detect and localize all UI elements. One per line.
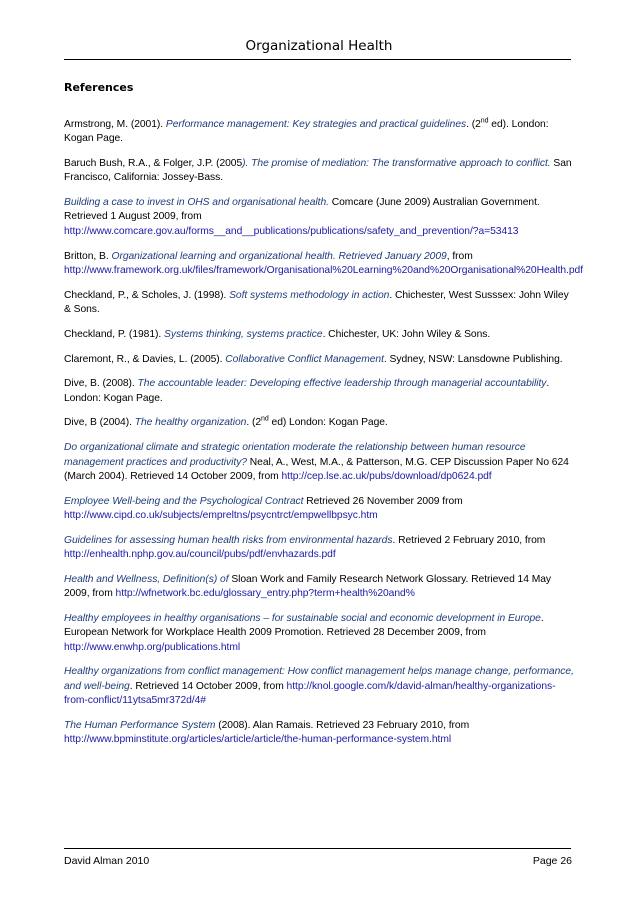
reference-title: The healthy organization [134,417,247,429]
reference-details: . Chichester, West Susssex: John Wiley & Sons. [64,289,569,315]
reference-title: ). The promise of mediation: The transformative approach to conflict. [242,158,551,170]
reference-author: Checkland, P. (1981). [64,328,165,340]
reference-details: Comcare (June 2009) Australian Government. Retrieved 1 August 2009, from [64,197,540,223]
reference-title: Building a case to invest in OHS and organisational health. [64,197,329,209]
reference-entry [64,328,574,342]
reference-entry [64,495,574,524]
reference-author: Dive, B. (2008). [64,378,138,390]
reference-edition-text: . (2 [466,119,481,130]
reference-title: Health and Wellness, Definition(s) of [64,573,229,585]
reference-entry [64,377,574,406]
reference-link[interactable]: http://knol.google.com/k/david-alman/healthy-organizations-from-conflict/11ytsa5mr372d/4# [64,680,556,706]
reference-entry [64,441,574,484]
page-header-title: Organizational Health [245,38,393,54]
reference-author: Claremont, R., & Davies, L. (2005). [64,353,226,365]
reference-entry [64,534,574,563]
reference-link[interactable]: http://wfnetwork.bc.edu/glossary_entry.php?term+health%20and% [115,588,415,600]
reference-details: (2008). Alan Ramais. Retrieved 23 February 2010, from [215,719,470,731]
reference-details: , from [446,250,473,262]
reference-entry [64,353,574,367]
reference-details: Neal, A., West, M.A., & Patterson, M.G. CEP Discussion Paper No 624 (March 2004). Retrieved 14 October 2009, from [64,456,569,482]
reference-entry [64,665,574,708]
header-divider [64,59,571,60]
reference-link[interactable]: http://cep.lse.ac.uk/pubs/download/dp0624.pdf [281,470,492,482]
reference-details: . Retrieved 14 October 2009, from [129,680,287,692]
footer-divider [64,848,571,849]
reference-details: ed) London: Kogan Page. [268,417,388,429]
reference-entry [64,196,574,239]
reference-details: . Sydney, NSW: Lansdowne Publishing. [383,353,563,365]
reference-title: Healthy organizations from conflict management: How conflict management helps manage change, performance, and well-being [64,666,574,692]
reference-title: Systems thinking, systems practice [164,328,323,340]
reference-title: The Human Performance System [64,719,216,731]
reference-entry [64,118,574,147]
edition-superscript: nd [261,416,269,424]
reference-details: . European Network for Workplace Health 2009 Promotion. Retrieved 28 December 2009, from [64,612,544,639]
reference-details: Retrieved 26 November 2009 from [303,495,463,507]
reference-author: Dive, B (2004). [64,417,135,429]
reference-link[interactable]: http://www.framework.org.uk/files/framework/Organisational%20Learning%20and%20Organisational%20Health.pdf [64,264,584,276]
reference-author: Armstrong, M. (2001). [64,119,166,130]
references-list [64,117,584,758]
reference-entry [64,719,574,748]
reference-entry [64,250,584,279]
reference-link[interactable]: http://www.cipd.co.uk/subjects/empreltns/psycntrct/empwellbpsyc.htm [64,509,378,521]
reference-details: . Chichester, UK: John Wiley & Sons. [322,328,491,340]
reference-title: Guidelines for assessing human health risks from environmental hazards [64,534,393,546]
reference-title: Do organizational climate and strategic orientation moderate the relationship between human resource management practices and productivity? [64,442,526,468]
reference-title: Soft systems methodology in action [229,289,390,301]
footer-author: David Alman 2010 [64,855,150,867]
reference-title: Collaborative Conflict Management [225,353,384,365]
reference-title: Employee Well-being and the Psychological Contract [64,495,304,507]
reference-link[interactable]: http://www.comcare.gov.au/forms__and__publications/publications/safety_and_prevention/?a=53413 [64,225,519,237]
reference-details: San Francisco, California: Jossey-Bass. [64,158,572,184]
reference-title: Healthy employees in healthy organisations – for sustainable social and economic development in Europe [64,612,541,624]
reference-details: ed). London: Kogan Page. [64,119,549,145]
reference-entry [64,289,574,318]
reference-link[interactable]: http://www.bpminstitute.org/articles/article/article/the-human-performance-system.html [64,734,452,745]
reference-details: . Retrieved 2 February 2010, from [392,534,546,546]
footer-page-number: Page 26 [532,855,572,867]
reference-link[interactable]: http://www.enwhp.org/publications.html [64,641,241,653]
reference-entry [64,573,574,602]
reference-entry [64,612,574,655]
reference-entry [64,416,574,430]
section-title: References [64,81,134,94]
edition-superscript: nd [480,117,489,125]
reference-author: Baruch Bush, R.A., & Folger, J.P. (2005 [64,158,243,170]
reference-edition-text: . (2 [246,417,262,429]
reference-details: Sloan Work and Family Research Network Glossary. Retrieved 14 May 2009, from [64,573,552,600]
reference-title: Performance management: Key strategies and practical guidelines [165,119,467,130]
reference-title: The accountable leader: Developing effective leadership through managerial accountability [137,378,547,390]
reference-author: Britton, B. [64,250,112,262]
reference-title: Organizational learning and organizational health. Retrieved January 2009 [111,250,447,262]
reference-entry [64,157,574,186]
reference-details: . London: Kogan Page. [64,378,550,404]
reference-link[interactable]: http://enhealth.nphp.gov.au/council/pubs/pdf/envhazards.pdf [64,549,336,561]
reference-author: Checkland, P., & Scholes, J. (1998). [64,289,230,301]
